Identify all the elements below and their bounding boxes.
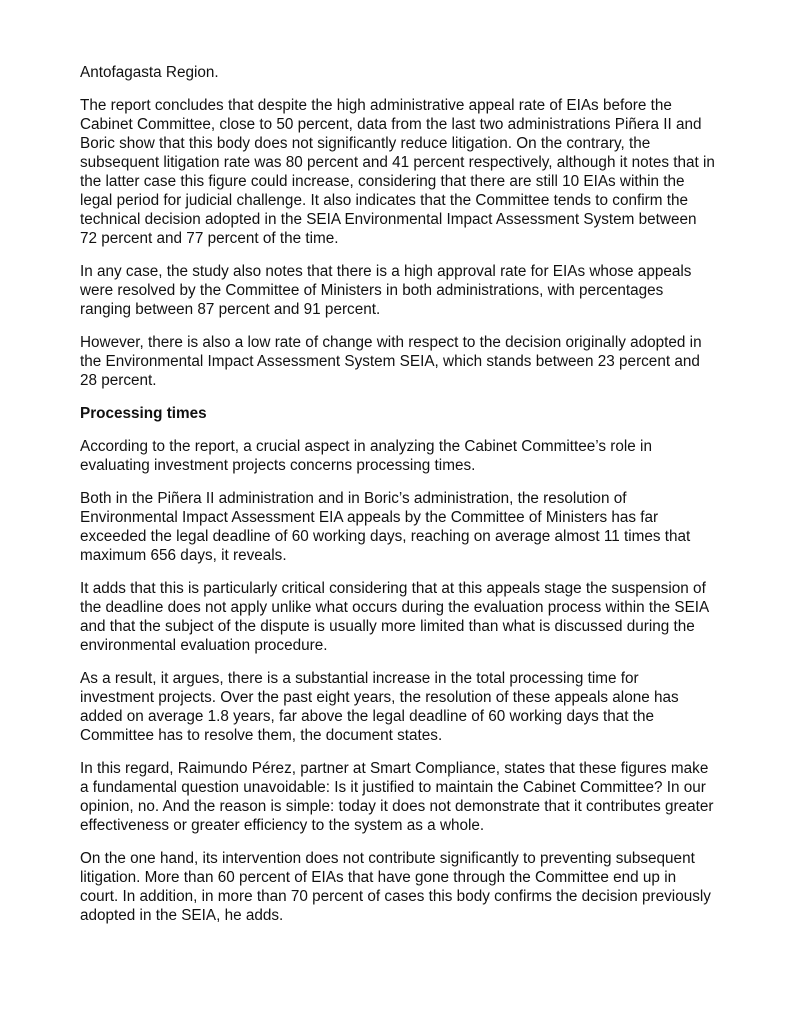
text-line: environmental evaluation procedure. <box>80 637 328 654</box>
text-line: Cabinet Committee, close to 50 percent, data from the last two administrations Piñera II and <box>80 116 702 133</box>
text-line: On the one hand, its intervention does not contribute significantly to preventing subsequent <box>80 850 695 867</box>
text-line: Committee has to resolve them, the document states. <box>80 727 443 744</box>
paragraph <box>80 262 760 319</box>
text-line: 28 percent. <box>80 372 157 389</box>
text-line: legal period for judicial challenge. It also indicates that the Committee tends to confirm the <box>80 192 688 209</box>
paragraph <box>80 759 760 835</box>
text-line: It adds that this is particularly critical considering that at this appeals stage the suspension of <box>80 580 706 597</box>
text-line: maximum 656 days, it reveals. <box>80 547 287 564</box>
section-heading <box>80 404 760 423</box>
text-line: In any case, the study also notes that there is a high approval rate for EIAs whose appeals <box>80 263 692 280</box>
text-line: investment projects. Over the past eight years, the resolution of these appeals alone has <box>80 689 679 706</box>
text-line: ranging between 87 percent and 91 percent. <box>80 301 381 318</box>
text-line: Boric show that this body does not significantly reduce litigation. On the contrary, the <box>80 135 651 152</box>
paragraph <box>80 333 760 390</box>
paragraph <box>80 96 760 248</box>
text-line: Environmental Impact Assessment EIA appeals by the Committee of Ministers has far <box>80 509 659 526</box>
paragraph <box>80 489 760 565</box>
text-line: effectiveness or greater efficiency to the system as a whole. <box>80 817 485 834</box>
text-line: the latter case this figure could increase, considering that there are still 10 EIAs within the <box>80 173 685 190</box>
text-line: adopted in the SEIA, he adds. <box>80 907 284 924</box>
text-line: Processing times <box>80 405 207 422</box>
text-line: the deadline does not apply unlike what occurs during the evaluation process within the SEIA <box>80 599 710 616</box>
text-line: In this regard, Raimundo Pérez, partner at Smart Compliance, states that these figures make <box>80 760 709 777</box>
text-line: Antofagasta Region. <box>80 64 219 81</box>
paragraph <box>80 63 760 82</box>
text-line: the Environmental Impact Assessment System SEIA, which stands between 23 percent and <box>80 353 700 370</box>
text-line: The report concludes that despite the high administrative appeal rate of EIAs before the <box>80 97 672 114</box>
text-line: added on average 1.8 years, far above the legal deadline of 60 working days that the <box>80 708 655 725</box>
text-line: According to the report, a crucial aspect in analyzing the Cabinet Committee’s role in <box>80 438 652 455</box>
document-body <box>80 63 760 939</box>
text-line: court. In addition, in more than 70 percent of cases this body confirms the decision previously <box>80 888 711 905</box>
text-line: However, there is also a low rate of change with respect to the decision originally adopted in <box>80 334 702 351</box>
paragraph <box>80 849 760 925</box>
text-line: technical decision adopted in the SEIA Environmental Impact Assessment System between <box>80 211 697 228</box>
text-line: As a result, it argues, there is a substantial increase in the total processing time for <box>80 670 639 687</box>
text-line: subsequent litigation rate was 80 percent and 41 percent respectively, although it notes that in <box>80 154 715 171</box>
text-line: a fundamental question unavoidable: Is it justified to maintain the Cabinet Committee? In our <box>80 779 706 796</box>
paragraph <box>80 669 760 745</box>
paragraph <box>80 437 760 475</box>
text-line: 72 percent and 77 percent of the time. <box>80 230 339 247</box>
text-line: exceeded the legal deadline of 60 working days, reaching on average almost 11 times that <box>80 528 691 545</box>
paragraph <box>80 579 760 655</box>
text-line: evaluating investment projects concerns processing times. <box>80 457 476 474</box>
text-line: were resolved by the Committee of Ministers in both administrations, with percentages <box>80 282 664 299</box>
text-line: Both in the Piñera II administration and in Boric’s administration, the resolution of <box>80 490 627 507</box>
text-line: litigation. More than 60 percent of EIAs that have gone through the Committee end up in <box>80 869 677 886</box>
text-line: opinion, no. And the reason is simple: today it does not demonstrate that it contributes greater <box>80 798 714 815</box>
text-line: and that the subject of the dispute is usually more limited than what is discussed during the <box>80 618 695 635</box>
